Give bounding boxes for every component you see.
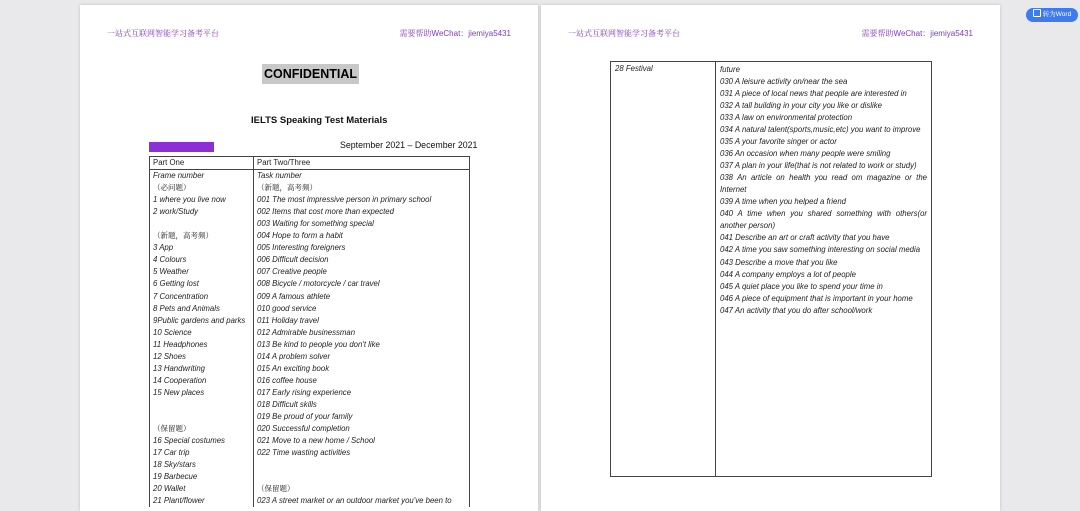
part-two-cell: （新题，高考频） (254, 182, 470, 194)
table-row (150, 447, 470, 459)
column-header: Part One (150, 157, 254, 170)
part-one-cell: 19 Barbecue (150, 471, 254, 483)
table-row (150, 423, 470, 435)
table-row (150, 254, 470, 266)
part-two-cell: 007 Creative people (254, 266, 470, 278)
table-row (150, 242, 470, 254)
document-page-1 (80, 5, 538, 511)
table-row (150, 351, 470, 363)
topic-line: 037 A plan in your life(that is not related to work or study) (720, 161, 917, 171)
topic-line: 033 A law on environmental protection (720, 113, 853, 123)
page-header-left: 一站式互联网智能学习备考平台 (568, 29, 680, 38)
topic-line: future (720, 65, 740, 74)
topic-line: 032 A tall building in your city you like or dislike (720, 101, 882, 111)
convert-to-word-label: 转为Word (1042, 11, 1072, 18)
topic-line: 041 Describe an art or craft activity that you have (720, 233, 890, 243)
part-two-cell: 001 The most impressive person in primary school (254, 194, 470, 206)
table-header-row (150, 157, 470, 170)
topic-line: 043 Describe a move that you like (720, 257, 838, 267)
topic-line: 030 A leisure activity on/near the sea (720, 77, 848, 87)
topics-table (149, 156, 470, 507)
table-row (150, 339, 470, 351)
part-one-cell (150, 399, 254, 411)
date-range: September 2021 – December 2021 (340, 140, 478, 150)
table-row (150, 471, 470, 483)
part-one-cell: 6 Getting lost (150, 278, 254, 290)
document-icon (1033, 9, 1041, 17)
table-row (150, 495, 470, 507)
table-row (150, 399, 470, 411)
part-one-cell: 8 Pets and Animals (150, 303, 254, 315)
part-two-cell: 020 Successful completion (254, 423, 470, 435)
part-two-cell (254, 471, 470, 483)
topics-table-continued (610, 61, 932, 477)
part-two-cell: 014 A problem solver (254, 351, 470, 363)
part-two-cell: 008 Bicycle / motorcycle / car travel (254, 278, 470, 290)
part-two-cell: 017 Early rising experience (254, 387, 470, 399)
table-row (150, 278, 470, 290)
part-two-cell: 009 A famous athlete (254, 291, 470, 303)
table-row (150, 182, 470, 194)
part-one-cell: 7 Concentration (150, 291, 254, 303)
topic-line: 045 A quiet place you like to spend your time in (720, 281, 883, 291)
part-one-cell (150, 218, 254, 230)
part-one-cell: （新题，高考频） (150, 230, 254, 242)
part-one-cell: 13 Handwriting (150, 363, 254, 375)
part-two-cell: 005 Interesting foreigners (254, 242, 470, 254)
part-two-cell: 012 Admirable businessman (254, 327, 470, 339)
topic-line: 038 An article on health you read om magazine or the Internet (720, 173, 927, 195)
part-one-cell: 4 Colours (150, 254, 254, 266)
topic-line: 040 A time when you shared something with others(or another person) (720, 209, 927, 231)
topic-line: 034 A natural talent(sports,music,etc) you want to improve (720, 125, 921, 135)
part-two-cell: 018 Difficult skills (254, 399, 470, 411)
convert-to-word-button[interactable] (1026, 8, 1078, 22)
topic-line: 031 A piece of local news that people are interested in (720, 89, 907, 99)
part-two-cell: 016 coffee house (254, 375, 470, 387)
part-two-cell: 011 Holiday travel (254, 315, 470, 327)
part-one-cell: 1 where you live now (150, 194, 254, 206)
part-one-cell: Frame number (150, 170, 254, 183)
table-row (150, 230, 470, 242)
part-two-cell: 010 good service (254, 303, 470, 315)
part-two-cell: 006 Difficult decision (254, 254, 470, 266)
part-one-cell: 21 Plant/flower (150, 495, 254, 507)
table-row (150, 218, 470, 230)
confidential-label: CONFIDENTIAL (262, 64, 359, 84)
part-one-cell: 14 Cooperation (150, 375, 254, 387)
topic-line: 035 A your favorite singer or actor (720, 137, 837, 147)
document-title: IELTS Speaking Test Materials (251, 115, 388, 126)
part-two-cell: 021 Move to a new home / School (254, 435, 470, 447)
table-row (150, 375, 470, 387)
part-one-cell: 15 New places (150, 387, 254, 399)
topic-line: 044 A company employs a lot of people (720, 269, 856, 279)
part-one-cell: 18 Sky/stars (150, 459, 254, 471)
page-header-right: 需要帮助WeChat：jiemiya5431 (399, 29, 511, 38)
part-one-cell: （保留题） (150, 423, 254, 435)
part-two-cell: （保留题） (254, 483, 470, 495)
part-two-cell: 022 Time wasting activities (254, 447, 470, 459)
part-one-cell: （必问题） (150, 182, 254, 194)
table-row (150, 303, 470, 315)
part-one-cell: 11 Headphones (150, 339, 254, 351)
table-row (150, 387, 470, 399)
topic-line: 047 An activity that you do after school/work (720, 305, 873, 315)
table-row (150, 483, 470, 495)
table-row (150, 315, 470, 327)
part-one-cell: 10 Science (150, 327, 254, 339)
part-one-cell (150, 411, 254, 423)
table-row (150, 327, 470, 339)
topic-line: 036 An occasion when many people were smiling (720, 149, 891, 159)
part-one-cell: 17 Car trip (150, 447, 254, 459)
part-one-cell: 16 Special costumes (150, 435, 254, 447)
table-row (150, 266, 470, 278)
table-cell-topics (716, 62, 932, 477)
part-two-cell: 004 Hope to form a habit (254, 230, 470, 242)
table-row (150, 291, 470, 303)
table-row (150, 459, 470, 471)
table-row (150, 206, 470, 218)
table-row (150, 411, 470, 423)
part-two-cell: 015 An exciting book (254, 363, 470, 375)
part-two-cell: 002 Items that cost more than expected (254, 206, 470, 218)
topic-line: 039 A time when you helped a friend (720, 197, 846, 207)
topic-line: 042 A time you saw something interesting on social media (720, 245, 921, 255)
part-one-cell: 9Public gardens and parks (150, 315, 254, 327)
table-row (150, 363, 470, 375)
table-cell-festival: 28 Festival (611, 62, 716, 477)
page-header-left: 一站式互联网智能学习备考平台 (107, 29, 219, 38)
part-one-cell: 12 Shoes (150, 351, 254, 363)
highlight-box (149, 142, 214, 152)
part-two-cell: 019 Be proud of your family (254, 411, 470, 423)
part-two-cell: Task number (254, 170, 470, 183)
part-one-cell: 5 Weather (150, 266, 254, 278)
part-one-cell: 2 work/Study (150, 206, 254, 218)
part-one-cell: 3 App (150, 242, 254, 254)
part-two-cell: 023 A street market or an outdoor market you've been to (254, 495, 470, 507)
part-one-cell: 20 Wallet (150, 483, 254, 495)
table-row (150, 170, 470, 183)
column-header: Part Two/Three (254, 157, 470, 170)
page-header-right: 需要帮助WeChat：jiemiya5431 (861, 29, 973, 38)
table-row (150, 435, 470, 447)
part-two-cell: 013 Be kind to people you don't like (254, 339, 470, 351)
part-two-cell: 003 Waiting for something special (254, 218, 470, 230)
topic-line: 046 A piece of equipment that is important in your home (720, 293, 913, 303)
table-row (150, 194, 470, 206)
document-page-2 (541, 5, 1000, 511)
part-two-cell (254, 459, 470, 471)
